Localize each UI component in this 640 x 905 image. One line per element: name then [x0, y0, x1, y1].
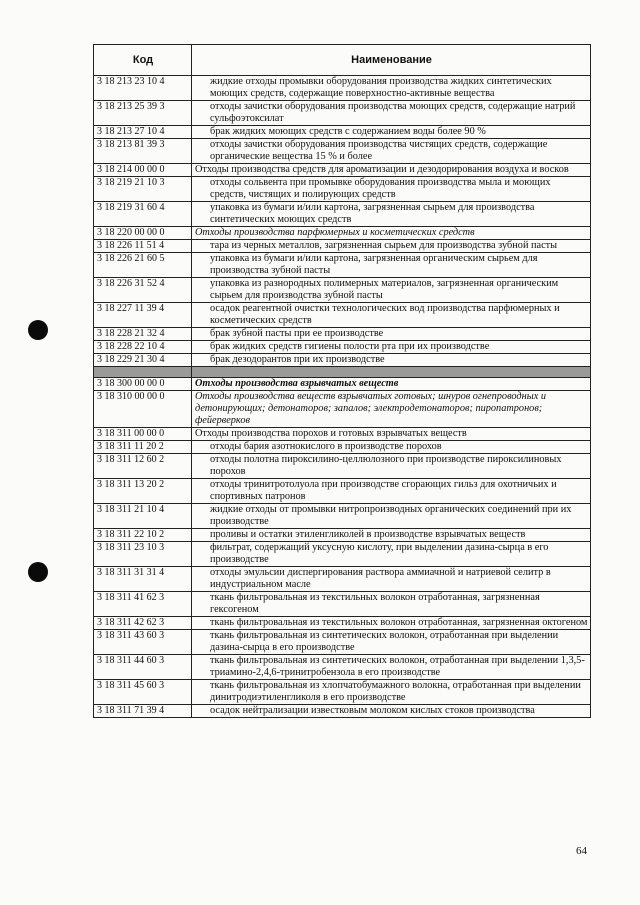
table-row — [94, 202, 591, 227]
row-name: брак жидких моющих средств с содержанием воды более 90 % — [192, 126, 591, 139]
table-row — [94, 705, 591, 718]
table-row — [94, 441, 591, 454]
row-code: 3 18 311 43 60 3 — [94, 630, 192, 655]
table-row — [94, 341, 591, 354]
row-code: 3 18 311 42 62 3 — [94, 617, 192, 630]
row-name: отходы тринитротолуола при производстве сгорающих гильз для охотничьих и спортивных патронов — [192, 479, 591, 504]
row-name: тара из черных металлов, загрязненная сырьем для производства зубной пасты — [192, 240, 591, 253]
table-row — [94, 542, 591, 567]
row-name: Отходы производства взрывчатых веществ — [192, 378, 591, 391]
table-row — [94, 126, 591, 139]
row-code: 3 18 311 41 62 3 — [94, 592, 192, 617]
table-row — [94, 227, 591, 240]
row-code: 3 18 213 25 39 3 — [94, 101, 192, 126]
row-name: фильтрат, содержащий уксусную кислоту, при выделении дазина-сырца в его производстве — [192, 542, 591, 567]
row-name: отходы полотна пироксилино-целлюлозного при производстве пироксилиновых порохов — [192, 454, 591, 479]
row-code: 3 18 226 11 51 4 — [94, 240, 192, 253]
row-name: упаковка из бумаги и/или картона, загрязненная сырьем для производства синтетических моющих средств — [192, 202, 591, 227]
row-name: брак зубной пасты при ее производстве — [192, 328, 591, 341]
row-code: 3 18 213 81 39 3 — [94, 139, 192, 164]
row-code: 3 18 311 11 20 2 — [94, 441, 192, 454]
table-row — [94, 479, 591, 504]
row-name: упаковка из бумаги и/или картона, загрязненная органическим сырьем для производства зубной пасты — [192, 253, 591, 278]
table-row — [94, 529, 591, 542]
table-row — [94, 278, 591, 303]
row-code: 3 18 228 22 10 4 — [94, 341, 192, 354]
row-code: 3 18 311 71 39 4 — [94, 705, 192, 718]
row-code: 3 18 227 11 39 4 — [94, 303, 192, 328]
row-code: 3 18 311 31 31 4 — [94, 567, 192, 592]
page-number: 64 — [576, 845, 587, 857]
row-name: отходы сольвента при промывке оборудования производства мыла и моющих средств, чистящих и полирующих средств — [192, 177, 591, 202]
table-row — [94, 253, 591, 278]
table-row — [94, 367, 591, 378]
table-row — [94, 680, 591, 705]
row-name: ткань фильтровальная из хлопчатобумажного волокна, отработанная при выделении динитродиэтиленгликоля в его производстве — [192, 680, 591, 705]
table-row — [94, 655, 591, 680]
row-code: 3 18 219 31 60 4 — [94, 202, 192, 227]
row-name: отходы бария азотнокислого в производстве порохов — [192, 441, 591, 454]
row-code: 3 18 311 21 10 4 — [94, 504, 192, 529]
punch-hole-bottom — [28, 562, 48, 582]
table-row — [94, 354, 591, 367]
table-row — [94, 630, 591, 655]
row-name: проливы и остатки этиленгликолей в производстве взрывчатых веществ — [192, 529, 591, 542]
table-row — [94, 177, 591, 202]
table-row — [94, 303, 591, 328]
row-code: 3 18 300 00 00 0 — [94, 378, 192, 391]
row-name: отходы эмульсии диспергирования раствора аммиачной и натриевой селитр в индустриальном масле — [192, 567, 591, 592]
row-name: Отходы производства парфюмерных и косметических средств — [192, 227, 591, 240]
waste-classification-table-container — [93, 44, 591, 718]
header-name: Наименование — [192, 45, 591, 76]
row-code: 3 18 213 27 10 4 — [94, 126, 192, 139]
table-row — [94, 592, 591, 617]
table-row — [94, 391, 591, 428]
table-row — [94, 164, 591, 177]
row-code: 3 18 220 00 00 0 — [94, 227, 192, 240]
table-row — [94, 328, 591, 341]
row-code: 3 18 311 00 00 0 — [94, 428, 192, 441]
row-code: 3 18 310 00 00 0 — [94, 391, 192, 428]
row-name: Отходы производства веществ взрывчатых готовых; шнуров огнепроводных и детонирующих; детонаторов; запалов; электродетонаторов; пиропатронов; фейерверков — [192, 391, 591, 428]
row-name: отходы зачистки оборудования производства моющих средств, содержащие натрий сульфоэтоксилат — [192, 101, 591, 126]
row-name: ткань фильтровальная из синтетических волокон, отработанная при выделении дазина-сырца в его производстве — [192, 630, 591, 655]
table-header-row — [94, 45, 591, 76]
row-name: брак жидких средств гигиены полости рта при их производстве — [192, 341, 591, 354]
punch-hole-top — [28, 320, 48, 340]
table-row — [94, 504, 591, 529]
row-code: 3 18 214 00 00 0 — [94, 164, 192, 177]
row-code: 3 18 226 31 52 4 — [94, 278, 192, 303]
header-code: Код — [94, 45, 192, 76]
row-name: жидкие отходы промывки оборудования производства жидких синтетических моющих средств, содержащие поверхностно-активные вещества — [192, 76, 591, 101]
row-name: Отходы производства средств для ароматизации и дезодорирования воздуха и восков — [192, 164, 591, 177]
table-body — [94, 76, 591, 718]
row-code: 3 18 229 21 30 4 — [94, 354, 192, 367]
row-code: 3 18 311 44 60 3 — [94, 655, 192, 680]
row-name: Отходы производства порохов и готовых взрывчатых веществ — [192, 428, 591, 441]
row-code: 3 18 311 22 10 2 — [94, 529, 192, 542]
row-code: 3 18 311 23 10 3 — [94, 542, 192, 567]
row-code: 3 18 311 45 60 3 — [94, 680, 192, 705]
waste-classification-table — [93, 44, 591, 718]
row-code: 3 18 226 21 60 5 — [94, 253, 192, 278]
row-name: упаковка из разнородных полимерных материалов, загрязненная органическим сырьем для производства зубной пасты — [192, 278, 591, 303]
row-code: 3 18 311 12 60 2 — [94, 454, 192, 479]
row-name: ткань фильтровальная из синтетических волокон, отработанная при выделении 1,3,5-триамино-2,4,6-тринитробензола в его производстве — [192, 655, 591, 680]
row-code — [94, 367, 192, 378]
row-name: ткань фильтровальная из текстильных волокон отработанная, загрязненная гексогеном — [192, 592, 591, 617]
row-code: 3 18 213 23 10 4 — [94, 76, 192, 101]
table-row — [94, 454, 591, 479]
table-row — [94, 617, 591, 630]
table-row — [94, 101, 591, 126]
row-name: отходы зачистки оборудования производства чистящих средств, содержащие органические вещества 15 % и более — [192, 139, 591, 164]
row-code: 3 18 228 21 32 4 — [94, 328, 192, 341]
row-code: 3 18 219 21 10 3 — [94, 177, 192, 202]
row-name: жидкие отходы от промывки нитропроизводных органических соединений при их производстве — [192, 504, 591, 529]
row-name: осадок нейтрализации известковым молоком кислых стоков производства — [192, 705, 591, 718]
table-row — [94, 139, 591, 164]
table-row — [94, 378, 591, 391]
row-name: брак дезодорантов при их производстве — [192, 354, 591, 367]
table-row — [94, 567, 591, 592]
table-row — [94, 76, 591, 101]
table-row — [94, 240, 591, 253]
row-name: осадок реагентной очистки технологических вод производства парфюмерных и косметических средств — [192, 303, 591, 328]
row-name: ткань фильтровальная из текстильных волокон отработанная, загрязненная октогеном — [192, 617, 591, 630]
row-name — [192, 367, 591, 378]
row-code: 3 18 311 13 20 2 — [94, 479, 192, 504]
table-row — [94, 428, 591, 441]
